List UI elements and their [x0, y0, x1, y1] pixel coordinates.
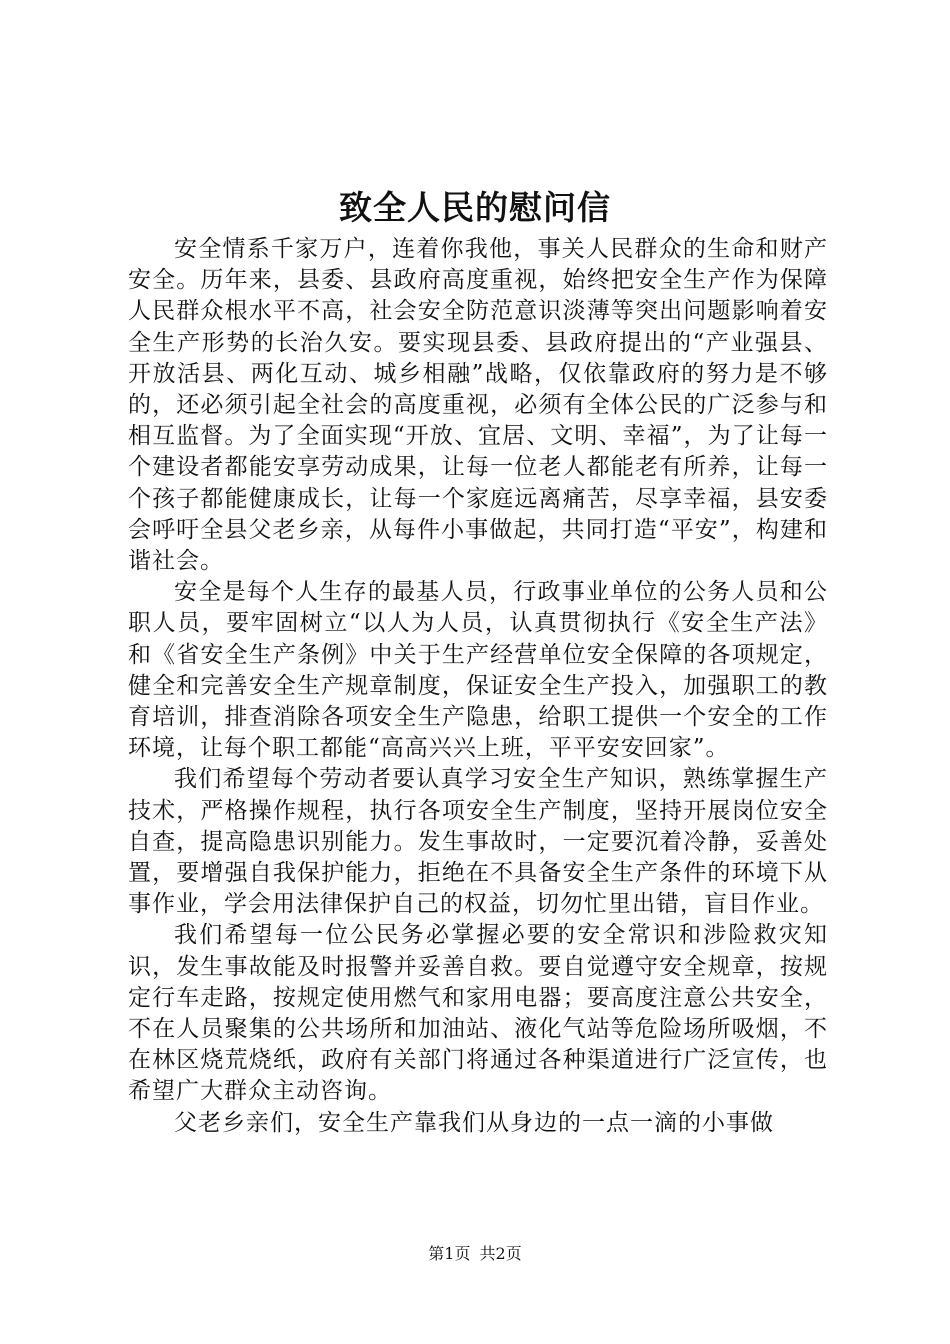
paragraph-5: 父老乡亲们，安全生产靠我们从身边的一点一滴的小事做 — [174, 1109, 774, 1136]
page-footer — [0, 1244, 950, 1264]
total-pages: 共2页 — [479, 1244, 522, 1263]
paragraph-1: 安全情系千家万户，连着你我他，事关人民群众的生命和财产安全。历年来，县委、县政府高度重视，始终把安全生产作为保障人民群众根水平不高，社会安全防范意识淡薄等突出问题影响着安全生产形势的长治久安。要实现县委、县政府提出的“产业强县、开放活县、两化互动、城乡相融”战略，仅依靠政府的努力是不够的，还必须引起全社会的高度重视，必须有全体公民的广泛参与和相互监督。为了全面实现“开放、宜居、文明、幸福”，为了让每一个建设者都能安享劳动成果，让每一位老人都能老有所养，让每一个孩子都能健康成长，让每一个家庭远离痛苦，尽享幸福，县安委会呼吁全县父老乡亲，从每件小事做起，共同打造“平安”，构建和谐社会。 — [128, 236, 828, 575]
paragraph-4: 我们希望每一位公民务必掌握必要的安全常识和涉险救灾知识，发生事故能及时报警并妥善自救。要自觉遵守安全规章，按规定行车走路，按规定使用燃气和家用电器；要高度注意公共安全，不在人员聚集的公共场所和加油站、液化气站等危险场所吸烟，不在林区烧荒烧纸，政府有关部门将通过各种渠道进行广泛宣传，也希望广大群众主动咨询。 — [128, 922, 828, 1105]
document-title: 致全人民的慰问信 — [339, 188, 611, 227]
paragraph-2: 安全是每个人生存的最基人员，行政事业单位的公务人员和公职人员，要牢固树立“以人为人员，认真贯彻执行《安全生产法》和《省安全生产条例》中关于生产经营单位安全保障的各项规定，健全和完善安全生产规章制度，保证安全生产投入，加强职工的教育培训，排查消除各项安全生产隐患，给职工提供一个安全的工作环境，让每个职工都能“高高兴兴上班，平平安安回家”。 — [128, 579, 828, 762]
paragraph-3: 我们希望每个劳动者要认真学习安全生产知识，熟练掌握生产技术，严格操作规程，执行各项安全生产制度，坚持开展岗位安全自查，提高隐患识别能力。发生事故时，一定要沉着冷静，妥善处置，要增强自我保护能力，拒绝在不具备安全生产条件的环境下从事作业，学会用法律保护自己的权益，切勿忙里出错，盲目作业。 — [128, 766, 828, 918]
letter-body — [128, 234, 828, 1139]
page-number: 第1页 — [428, 1244, 471, 1263]
